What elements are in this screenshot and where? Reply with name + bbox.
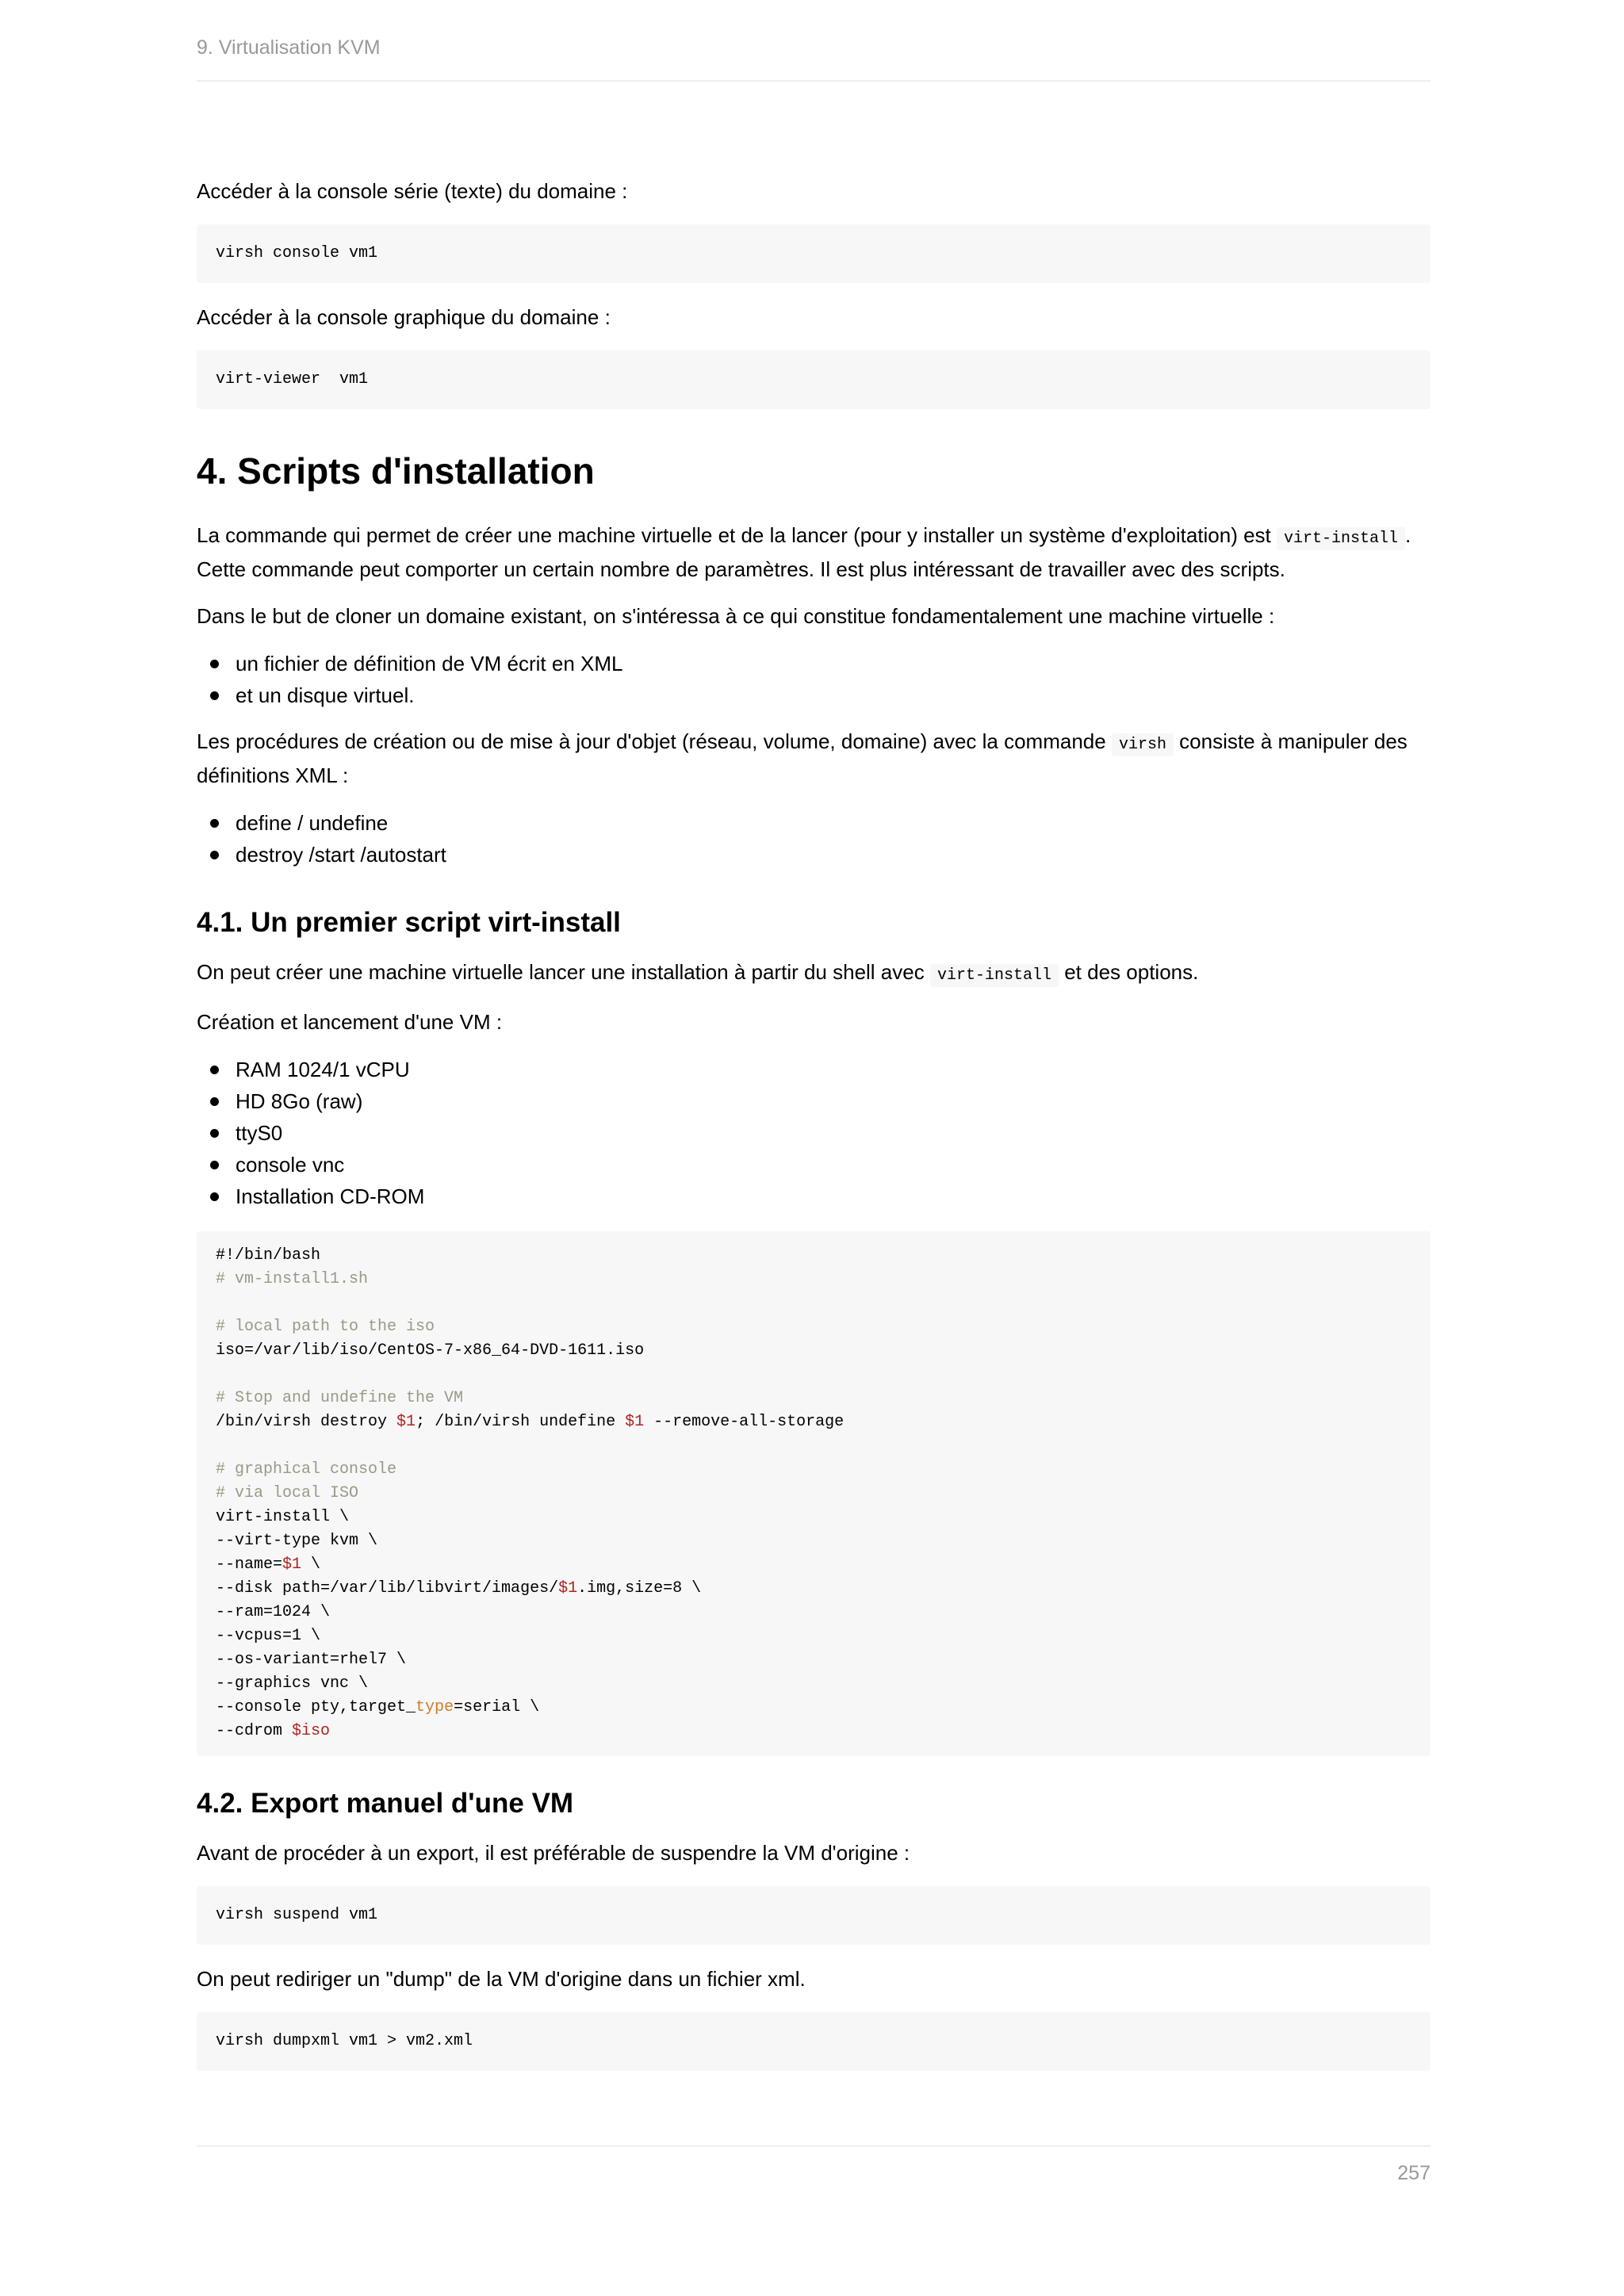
code-line (216, 1672, 1411, 1696)
list-item: RAM 1024/1 vCPU (197, 1054, 1431, 1085)
graphic-console-label: Accéder à la console graphique du domaine : (197, 305, 611, 329)
list-item: define / undefine (197, 807, 1431, 839)
code-line (216, 1387, 1411, 1410)
list-item: ttyS0 (197, 1117, 1431, 1149)
code-line (216, 1720, 1411, 1743)
code-variable: $1 (396, 1413, 416, 1431)
code-text: .img,size=8 \ (577, 1579, 702, 1598)
code-comment: # vm-install1.sh (216, 1270, 369, 1288)
install-script-code-block (197, 1231, 1431, 1756)
text-run: et des options. (1059, 960, 1199, 984)
code-comment: # graphical console (216, 1460, 397, 1479)
list-item: destroy /start /autostart (197, 839, 1431, 871)
suspend-code-block (197, 1886, 1431, 1945)
code-line (216, 1648, 1411, 1672)
list-item: et un disque virtuel. (197, 679, 1431, 711)
code-line (216, 1577, 1411, 1601)
serial-console-code-block (197, 224, 1431, 283)
code-line (216, 1696, 1411, 1720)
code-text: --vcpus=1 \ (216, 1627, 321, 1645)
section-4-paragraph-1 (197, 520, 1431, 585)
code-line (216, 1624, 1411, 1648)
code-text: --ram=1024 \ (216, 1603, 331, 1621)
code-text: --cdrom (216, 1722, 293, 1740)
serial-console-command: virsh console vm1 (216, 244, 378, 262)
code-line (216, 1410, 1411, 1434)
list-item: HD 8Go (raw) (197, 1085, 1431, 1117)
code-text: /bin/virsh destroy (216, 1413, 397, 1431)
code-text: virt-install \ (216, 1508, 350, 1526)
code-text: --disk path=/var/lib/libvirt/images/ (216, 1579, 559, 1598)
code-text: =serial \ (454, 1698, 540, 1716)
page-content (197, 176, 1431, 2071)
inline-code-virt-install: virt-install (930, 964, 1059, 987)
inline-code-virsh: virsh (1112, 733, 1174, 756)
header-divider (197, 80, 1431, 82)
vm-components-list (197, 648, 1431, 711)
graphic-console-command: virt-viewer vm1 (216, 370, 369, 388)
code-line (216, 1601, 1411, 1624)
serial-console-label: Accéder à la console série (texte) du domaine : (197, 179, 628, 203)
code-text: #!/bin/bash (216, 1246, 321, 1265)
code-line (216, 1244, 1411, 1268)
running-header: 9. Virtualisation KVM (197, 36, 381, 59)
list-item: Installation CD-ROM (197, 1181, 1431, 1212)
inline-code-virt-install: virt-install (1277, 527, 1405, 550)
code-line (216, 1482, 1411, 1506)
text-run: Les procédures de création ou de mise à jour d'objet (réseau, volume, domaine) avec la commande (197, 729, 1112, 753)
code-comment: # local path to the iso (216, 1318, 435, 1336)
section-4-1-paragraph-2: Création et lancement d'une VM : (197, 1010, 503, 1034)
text-run: On peut créer une machine virtuelle lancer une installation à partir du shell avec (197, 960, 930, 984)
section-4-1-heading: 4.1. Un premier script virt-install (197, 907, 621, 938)
code-line (216, 1292, 1411, 1315)
code-line (216, 1339, 1411, 1363)
code-line (216, 1434, 1411, 1458)
text-run: . Cette commande peut comporter un certain nombre de paramètres. Il est plus intéressant de travailler avec des scripts. (197, 523, 1411, 581)
code-line (216, 1268, 1411, 1292)
xml-operations-list (197, 807, 1431, 871)
section-4-paragraph-3 (197, 726, 1431, 791)
vm-spec-list (197, 1054, 1431, 1212)
code-text: --os-variant=rhel7 \ (216, 1651, 407, 1669)
code-line (216, 1506, 1411, 1529)
text-run: La commande qui permet de créer une machine virtuelle et de la lancer (pour y installer un système d'exploitation) est (197, 523, 1277, 547)
list-item: console vnc (197, 1149, 1431, 1181)
code-comment: # via local ISO (216, 1484, 359, 1502)
code-comment: # Stop and undefine the VM (216, 1389, 464, 1407)
code-variable: $1 (558, 1579, 578, 1598)
code-keyword: type (416, 1698, 454, 1716)
code-line (216, 1458, 1411, 1482)
code-text: --name= (216, 1556, 283, 1574)
code-variable: $iso (292, 1722, 331, 1740)
code-text: \ (301, 1556, 321, 1574)
graphic-console-code-block (197, 350, 1431, 409)
section-4-2-heading: 4.2. Export manuel d'une VM (197, 1788, 574, 1819)
section-4-2-paragraph-1: Avant de procéder à un export, il est préférable de suspendre la VM d'origine : (197, 1841, 910, 1865)
code-variable: $1 (625, 1413, 645, 1431)
dumpxml-command: virsh dumpxml vm1 > vm2.xml (216, 2032, 473, 2050)
dumpxml-code-block (197, 2012, 1431, 2071)
section-4-2-paragraph-2: On peut rediriger un "dump" de la VM d'origine dans un fichier xml. (197, 1967, 806, 1991)
footer-divider (197, 2145, 1431, 2147)
code-line (216, 1363, 1411, 1387)
code-line (216, 1315, 1411, 1339)
code-text: ; /bin/virsh undefine (416, 1413, 626, 1431)
section-4-heading: 4. Scripts d'installation (197, 450, 595, 492)
section-4-1-paragraph-1 (197, 957, 1431, 991)
text-run: consiste à manipuler des définitions XML : (197, 729, 1408, 787)
list-item: un fichier de définition de VM écrit en XML (197, 648, 1431, 679)
code-text: --graphics vnc \ (216, 1674, 369, 1693)
code-line (216, 1529, 1411, 1553)
code-text: --virt-type kvm \ (216, 1532, 378, 1550)
code-text: iso=/var/lib/iso/CentOS-7-x86_64-DVD-1611.iso (216, 1341, 645, 1360)
suspend-command: virsh suspend vm1 (216, 1906, 378, 1924)
page-number: 257 (1397, 2162, 1431, 2184)
code-text: --remove-all-storage (644, 1413, 845, 1431)
code-variable: $1 (282, 1556, 302, 1574)
section-4-paragraph-2: Dans le but de cloner un domaine existant, on s'intéressa à ce qui constitue fondamentalement une machine virtuelle : (197, 604, 1275, 628)
code-text: --console pty,target_ (216, 1698, 416, 1716)
code-line (216, 1553, 1411, 1577)
